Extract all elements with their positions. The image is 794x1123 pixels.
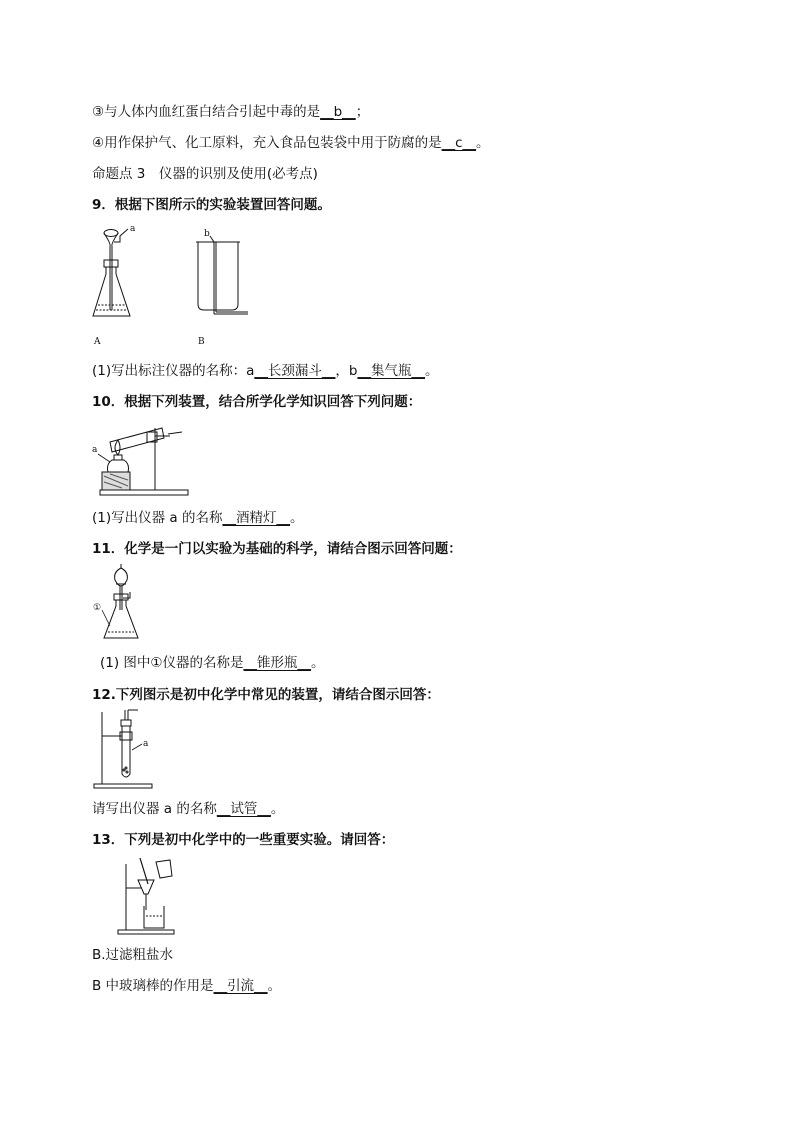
answer-blank: __酒精灯__ [222, 510, 290, 526]
flask-apparatus-A [93, 229, 130, 316]
question-9-answer [92, 362, 438, 380]
statement-3 [92, 103, 369, 121]
answer-suffix: 。 [289, 510, 304, 526]
question-13-stem: 13．下列是初中化学中的一些重要实验。请回答： [92, 832, 395, 848]
question-11-figure [92, 564, 152, 646]
question-13-caption: B.过滤粗盐水 [92, 947, 174, 963]
answer-suffix: 。 [267, 978, 282, 994]
gas-bottle-B [196, 236, 248, 314]
question-11-answer [100, 654, 325, 672]
question-10-stem: 10．根据下列装置，结合所学化学知识回答下列问题： [92, 394, 422, 410]
question-10-answer [92, 509, 303, 527]
statement-4 [92, 134, 490, 152]
question-13-answer [92, 977, 281, 995]
answer-blank: __锥形瓶__ [243, 655, 312, 671]
label-a: a [130, 224, 136, 234]
filtration-apparatus [118, 858, 174, 934]
question-12-figure [92, 708, 162, 790]
answer-prefix: (1) 图中①仪器的名称是 [100, 655, 244, 671]
question-9-stem: 9．根据下图所示的实验装置回答问题。 [92, 197, 331, 213]
question-12-stem: 12.下列图示是初中化学中常见的装置，请结合图示回答： [92, 687, 440, 703]
answer-suffix: 。 [311, 655, 325, 671]
answer-blank: __b__ [320, 104, 356, 120]
answer-prefix: (1)写出标注仪器的名称：a [92, 363, 255, 379]
question-10-figure [92, 418, 192, 498]
statement-4-text: ④用作保护气、化工原料，充入食品包装袋中用于防腐的是 [92, 135, 442, 151]
question-11-stem: 11．化学是一门以实验为基础的科学，请结合图示回答问题： [92, 541, 462, 557]
label-b: b [204, 229, 210, 239]
heating-apparatus [100, 428, 188, 495]
answer-mid: ，b [335, 363, 358, 379]
label-one: ① [93, 603, 102, 613]
statement-3-suffix: ； [355, 104, 370, 120]
answer-prefix: (1)写出仪器 a 的名称 [92, 510, 223, 526]
answer-blank-a: __长颈漏斗__ [254, 363, 336, 379]
question-13-figure [116, 854, 188, 936]
answer-blank-b: __集气瓶__ [357, 363, 425, 379]
statement-3-text: ③与人体内血红蛋白结合引起中毒的是 [92, 104, 321, 120]
label-A: A [94, 337, 101, 347]
answer-suffix: 。 [270, 801, 285, 817]
label-B: B [198, 337, 205, 347]
answer-suffix: 。 [424, 363, 439, 379]
label-a: a [92, 445, 98, 455]
answer-prefix: 请写出仪器 a 的名称 [92, 801, 217, 817]
question-9-figure [90, 222, 250, 347]
separatory-funnel-flask [104, 564, 138, 638]
label-a: a [143, 739, 149, 749]
test-tube-stand [94, 710, 152, 788]
answer-blank: __c__ [441, 135, 477, 151]
statement-4-suffix: 。 [476, 135, 490, 151]
question-12-answer [92, 800, 284, 818]
section-heading: 命题点 3 仪器的识别及使用(必考点) [92, 166, 318, 182]
answer-blank: __试管__ [216, 801, 271, 817]
answer-blank: __引流__ [213, 978, 268, 994]
answer-prefix: B 中玻璃棒的作用是 [92, 978, 214, 994]
